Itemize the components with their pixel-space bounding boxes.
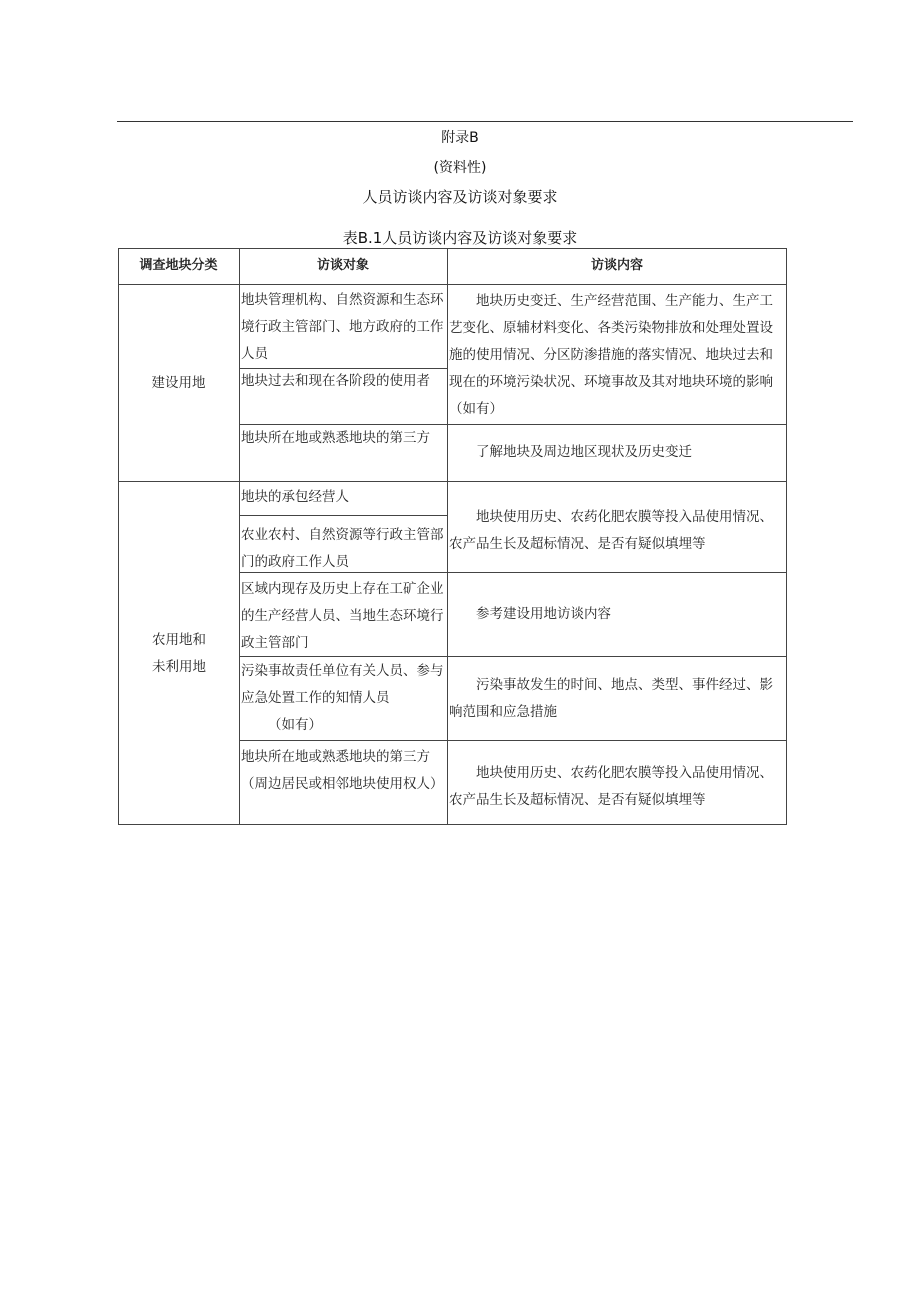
interviewee-cell: 地块过去和现在各阶段的使用者	[241, 373, 430, 389]
interviewee-cell: 农业农村、自然资源等行政主管部门的政府工作人员	[241, 527, 444, 570]
interviewee-cell-note: （如有）	[268, 717, 322, 733]
appendix-title: 人员访谈内容及访谈对象要求	[362, 188, 558, 206]
content-cell: 污染事故发生的时间、地点、类型、事件经过、影响范围和应急措施	[449, 677, 773, 720]
interviewee-cell: 地块的承包经营人	[241, 489, 349, 505]
content-cell: 参考建设用地访谈内容	[476, 606, 611, 622]
table-caption: 表B.1人员访谈内容及访谈对象要求	[342, 229, 578, 247]
appendix-label: 附录B	[441, 130, 479, 146]
category-agricultural-land: 农用地和未利用地	[152, 632, 206, 675]
content-cell: 了解地块及周边地区现状及历史变迁	[476, 444, 692, 460]
top-rule	[117, 121, 853, 122]
header-content: 访谈内容	[590, 258, 643, 273]
content-cell: 地块历史变迁、生产经营范围、生产能力、生产工艺变化、原辅材料变化、各类污染物排放和处理处置设施的使用情况、分区防渗措施的落实情况、地块过去和现在的环境污染状况、环境事故及其对地块环境的影响（如有）	[449, 293, 773, 417]
content-cell: 地块使用历史、农药化肥农膜等投入品使用情况、农产品生长及超标情况、是否有疑似填埋等	[449, 765, 773, 808]
content-cell: 地块使用历史、农药化肥农膜等投入品使用情况、农产品生长及超标情况、是否有疑似填埋等	[449, 509, 773, 552]
category-construction-land: 建设用地	[151, 375, 206, 391]
interview-table	[118, 248, 787, 825]
appendix-nature: (资料性)	[433, 160, 487, 176]
interviewee-cell: 地块管理机构、自然资源和生态环境行政主管部门、地方政府的工作人员	[241, 292, 444, 362]
interviewee-cell: 污染事故责任单位有关人员、参与应急处置工作的知情人员	[241, 663, 444, 706]
interviewee-cell: 地块所在地或熟悉地块的第三方（周边居民或相邻地块使用权人）	[241, 749, 444, 792]
header-interviewee: 访谈对象	[316, 258, 369, 273]
interviewee-cell: 区域内现存及历史上存在工矿企业的生产经营人员、当地生态环境行政主管部门	[241, 581, 444, 651]
header-category: 调查地块分类	[139, 258, 218, 273]
interviewee-cell: 地块所在地或熟悉地块的第三方	[241, 430, 430, 446]
